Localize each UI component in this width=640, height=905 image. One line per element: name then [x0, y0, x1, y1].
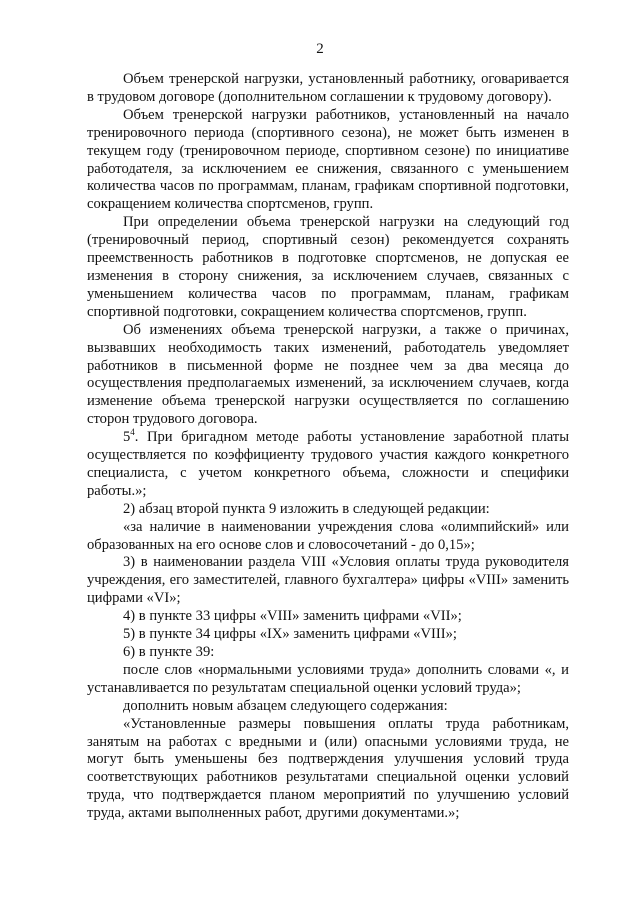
paragraph-text: «за наличие в наименовании учреждения слова «олимпийский» или образованных на его основе слов и словосочетаний - до 0,15»;	[87, 518, 569, 553]
paragraph-2	[87, 107, 569, 214]
amendment-item-6-new-paragraph	[87, 716, 569, 823]
paragraph-text: 6) в пункте 39:	[123, 644, 215, 660]
amendment-item-6-part-2	[87, 698, 569, 716]
paragraph-text: Объем тренерской нагрузки работников, установленный на начало тренировочного периода (спортивного сезона), не может быть изменен в текущем году (тренировочном периоде, спортивном сезоне) по инициативе работодателя, за исключением ее снижения, связанного с уменьшением количества часов по программам, планам, графикам спортивной подготовки, сокращением количества спортсменов, групп.	[87, 106, 569, 213]
paragraph-text: Об изменениях объема тренерской нагрузки, а также о причинах, вызвавших необходимость таких изменений, работодатель уведомляет работников в письменной форме не позднее чем за два месяца до осуществления предполагаемых изменений, за исключением случаев, когда изменение объема тренерской нагрузки осуществляется по соглашению сторон трудового договора.	[87, 321, 569, 428]
paragraph-text: после слов «нормальными условиями труда» дополнить словами «, и устанавливается по результатам специальной оценки условий труда»;	[87, 661, 569, 696]
paragraph-text: Объем тренерской нагрузки, установленный работнику, оговаривается в трудовом договоре (дополнительном соглашении к трудовому договору).	[87, 71, 569, 105]
amendment-item-5	[87, 626, 569, 644]
amendment-item-6-part-1	[87, 662, 569, 698]
paragraph-text: При определении объема тренерской нагрузки на следующий год (тренировочный период, спортивный сезон) рекомендуется сохранять преемственность работников в подготовке спортсменов, не допуская ее изменения в сторону снижения, за исключением случаев, связанных с уменьшением количества часов по программам, планам, графикам спортивной подготовки, сокращением количества спортсменов, групп.	[87, 214, 569, 320]
paragraph-text: 3) в наименовании раздела VIII «Условия оплаты труда руководителя учреждения, его заместителей, главного бухгалтера» цифры «VIII» заменить цифрами «VI»;	[87, 554, 569, 607]
paragraph-5-point-5-4	[87, 429, 569, 501]
point-superscript: 4	[130, 427, 135, 438]
amendment-item-3	[87, 554, 569, 608]
point-number: 5	[123, 429, 131, 446]
paragraph-text: 5) в пункте 34 цифры «IX» заменить цифрами «VIII»;	[123, 626, 457, 643]
amendment-item-4	[87, 608, 569, 626]
amendment-item-6	[87, 644, 569, 662]
paragraph-4	[87, 322, 569, 429]
paragraph-1	[87, 71, 569, 107]
paragraph-text: . При бригадном методе работы установление заработной платы осуществляется по коэффициенту трудового участия каждого конкретного специалиста, с учетом конкретного объема, сложности и специфики работы.»;	[87, 429, 569, 499]
document-body	[87, 71, 569, 823]
paragraph-text: дополнить новым абзацем следующего содержания:	[123, 697, 448, 714]
amendment-item-2	[87, 501, 569, 519]
amendment-item-2-text	[87, 519, 569, 555]
paragraph-text: 2) абзац второй пункта 9 изложить в следующей редакции:	[123, 500, 490, 517]
paragraph-text: «Установленные размеры повышения оплаты труда работникам, занятым на работах с вредными и (или) опасными условиями труда, не могут быть уменьшены без подтверждения улучшения условий труда соответствующих работников результатами специальной оценки условий труда, что подтверждается планом мероприятий по улучшению условий труда, актами выполненных работ, другими документами.»;	[87, 715, 569, 822]
paragraph-3	[87, 214, 569, 321]
paragraph-text: 4) в пункте 33 цифры «VIII» заменить цифрами «VII»;	[123, 608, 462, 625]
page-number: 2	[316, 41, 324, 57]
